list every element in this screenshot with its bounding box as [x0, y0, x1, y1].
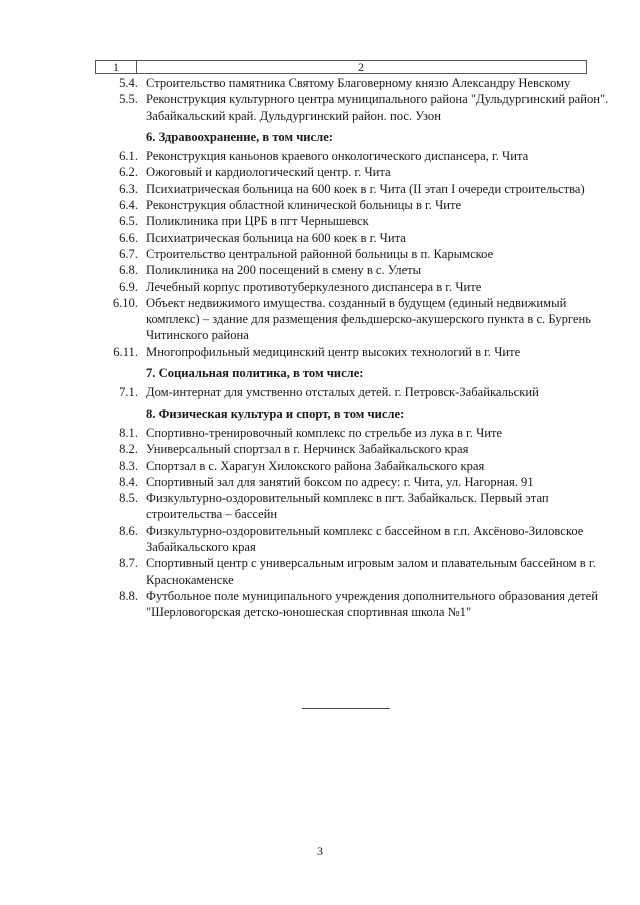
item-text: Физкультурно-оздоровительный комплекс в пгт. Забайкальск. Первый этап строительства – бассейн	[146, 491, 549, 522]
list-item	[96, 384, 616, 400]
item-number: 8.2.	[119, 442, 138, 457]
item-text: Объект недвижимого имущества. созданный в будущем (единый недвижимый комплекс) – здание для размещения фельдшерско-акушерского пункта в с. Бургень Читинского района	[146, 295, 591, 343]
item-text: Реконструкция культурного центра муниципального района "Дульдургинский район". Забайкальский край. Дульдургинский район. пос. Узон	[146, 92, 609, 123]
list-item	[96, 91, 616, 124]
item-text: Строительство центральной районной больницы в п. Карымское	[146, 246, 494, 261]
item-number: 6.9.	[119, 279, 138, 294]
item-number: 8.6.	[119, 523, 138, 538]
item-text: Спортивный центр с универсальным игровым залом и плавательным бассейном в г. Краснокаменске	[146, 556, 596, 587]
list-item	[96, 246, 616, 262]
item-number: 8.4.	[119, 474, 138, 489]
item-text: Дом-интернат для умственно отсталых детей. г. Петровск-Забайкальский	[146, 385, 539, 400]
section-heading	[96, 406, 616, 422]
item-text: Универсальный спортзал в г. Нерчинск Забайкальского края	[146, 442, 469, 457]
section-heading-text: 6. Здравоохранение, в том числе:	[146, 129, 333, 144]
item-number: 6.10.	[112, 295, 138, 310]
item-text: Психиатрическая больница на 600 коек в г. Чита (II этап I очереди строительства)	[146, 181, 585, 196]
list-item	[96, 75, 616, 91]
item-number: 8.7.	[119, 556, 138, 571]
item-number: 6.11.	[113, 344, 138, 359]
item-text: Многопрофильный медицинский центр высоких технологий в г. Чите	[146, 344, 521, 359]
section-heading	[96, 365, 616, 381]
item-text: Спортивно-тренировочный комплекс по стрельбе из лука в г. Чите	[146, 425, 503, 440]
item-text: Поликлиника при ЦРБ в пгт Чернышевск	[146, 214, 369, 229]
list-item	[96, 262, 616, 278]
item-text: Психиатрическая больница на 600 коек в г. Чита	[146, 230, 406, 245]
list-item	[96, 458, 616, 474]
list-item	[96, 279, 616, 295]
list-item	[96, 181, 616, 197]
item-number: 5.4.	[119, 76, 138, 90]
item-text: Строительство памятника Святому Благоверному князю Александру Невскому	[146, 76, 571, 90]
item-number: 8.3.	[119, 458, 138, 473]
item-text: Физкультурно-оздоровительный комплекс с бассейном в г.п. Аксёново-Зиловское Забайкальского края	[146, 523, 584, 555]
item-number: 7.1.	[119, 385, 138, 400]
list-item	[96, 197, 616, 213]
item-number: 8.8.	[119, 588, 138, 603]
list-item	[96, 441, 616, 457]
item-number: 6.6.	[119, 230, 138, 245]
item-number: 6.4.	[119, 198, 138, 213]
table-header-row	[95, 60, 587, 74]
list-item	[96, 588, 616, 621]
list-item	[96, 490, 616, 523]
section-heading-text: 7. Социальная политика, в том числе:	[146, 366, 364, 381]
item-text: Ожоговый и кардиологический центр. г. Чита	[146, 165, 391, 180]
list-item	[96, 230, 616, 246]
list-item	[96, 148, 616, 164]
list-item	[96, 523, 616, 556]
end-rule	[302, 708, 390, 709]
list-item	[96, 474, 616, 490]
item-number: 6.2.	[119, 165, 138, 180]
item-text: Поликлиника на 200 посещений в смену в с. Улеты	[146, 263, 422, 278]
page-number: 3	[317, 844, 323, 858]
item-text: Реконструкция каньонов краевого онкологического диспансера, г. Чита	[146, 149, 529, 164]
list-item	[96, 344, 616, 360]
item-text: Лечебный корпус противотуберкулезного диспансера в г. Чите	[146, 279, 482, 294]
section-heading	[96, 129, 616, 145]
item-number: 6.8.	[119, 263, 138, 278]
list-item	[96, 555, 616, 588]
item-text: Реконструкция областной клинической больницы в г. Чите	[146, 198, 462, 213]
list-item	[96, 213, 616, 229]
item-text: Футбольное поле муниципального учреждения дополнительного образования детей "Шерловогорская детско-юношеская спортивная школа №1"	[146, 588, 599, 620]
list-item	[96, 295, 616, 344]
list-item	[96, 425, 616, 441]
header-column-1: 1	[96, 61, 137, 73]
item-number: 5.5.	[119, 92, 138, 107]
document-list	[96, 75, 616, 621]
item-number: 8.5.	[119, 491, 138, 506]
item-text: Спортзал в с. Харагун Хилокского района Забайкальского края	[146, 458, 485, 473]
item-number: 6.3.	[119, 181, 138, 196]
list-item	[96, 164, 616, 180]
item-number: 8.1.	[119, 425, 138, 440]
item-number: 6.7.	[119, 246, 138, 261]
item-number: 6.5.	[119, 214, 138, 229]
item-number: 6.1.	[119, 149, 138, 164]
header-column-2: 2	[358, 60, 364, 74]
item-text: Спортивный зал для занятий боксом по адресу: г. Чита, ул. Нагорная. 91	[146, 474, 534, 489]
section-heading-text: 8. Физическая культура и спорт, в том числе:	[146, 406, 405, 421]
